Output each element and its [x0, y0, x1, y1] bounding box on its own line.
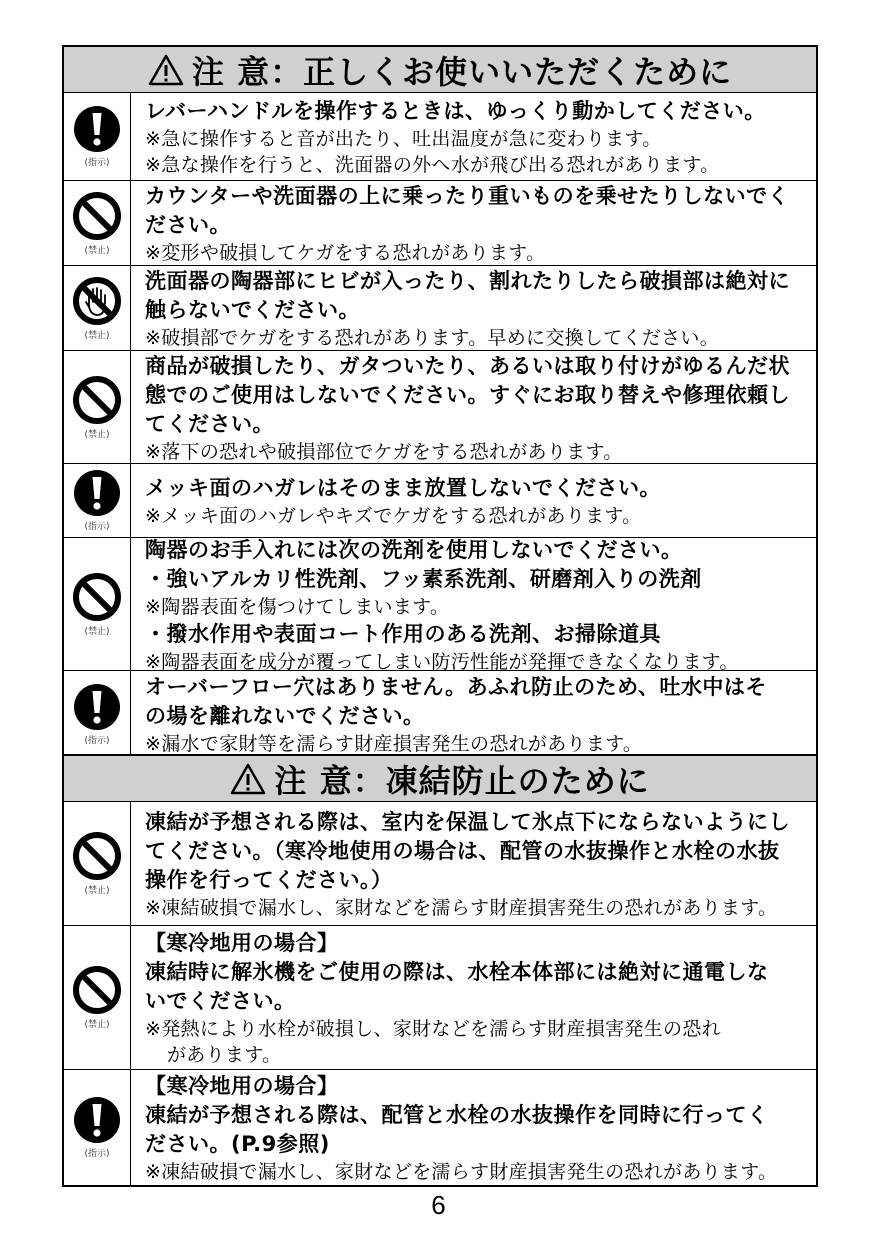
- text-cell: [131, 93, 816, 180]
- icon-caption: (指示): [84, 522, 110, 532]
- instruction-line: 洗面器の陶器部にヒビが入ったり、割れたりしたら破損部は絶対に: [145, 269, 790, 293]
- caution-row: [64, 538, 816, 671]
- caution-row: [64, 802, 816, 926]
- icon-caption: (禁止): [84, 330, 110, 341]
- note-line: ※発熱により水栓が破損し、家財などを濡らす財産損害発生の恐れ: [145, 1018, 721, 1040]
- instruction-line: 凍結時に解氷機をご使用の際は、水栓本体部には絶対に通電しな: [145, 960, 769, 984]
- prohibition-icon: [72, 191, 122, 241]
- section-header: [64, 47, 816, 93]
- safety-caution-table: [62, 45, 818, 759]
- prohibition-icon: [72, 965, 122, 1015]
- note-line: ※凍結破損で漏水し、家財などを濡らす財産損害発生の恐れがあります。: [145, 1161, 778, 1183]
- instruction-line: ださい。(P.9参照): [145, 1132, 330, 1156]
- instruction-line: 【寒冷地用の場合】: [145, 931, 339, 955]
- section2-rows: [64, 802, 816, 1185]
- instruction-line: の場を離れないでください。: [145, 704, 425, 728]
- section-header: [64, 756, 816, 802]
- instruction-line: レバーハンドルを操作するときは、ゆっくり動かしてください。: [145, 99, 766, 123]
- instruction-line: てください。: [145, 411, 274, 436]
- mandatory-icon: [73, 683, 121, 731]
- section-title: 注 意：凍結防止のために: [274, 761, 650, 800]
- text-cell: [131, 671, 816, 757]
- text-cell: [131, 926, 816, 1069]
- text-cell: [131, 266, 816, 350]
- instruction-line: 凍結が予想される際は、配管と水栓の水抜操作を同時に行ってく: [145, 1103, 769, 1127]
- section-title: 注 意：正しくお使いいただくために: [191, 52, 733, 91]
- prohibition-icon: [72, 572, 122, 622]
- mandatory-icon: [73, 1096, 121, 1144]
- instruction-line: てください。（寒冷地使用の場合は、配管の水抜操作と水栓の水抜: [145, 839, 780, 863]
- caution-row: [64, 266, 816, 351]
- caution-row: [64, 464, 816, 538]
- note-line: ※メッキ面のハガレやキズでケガをする恐れがあります。: [145, 505, 642, 527]
- note-line: ※変形や破損してケガをする恐れがあります。: [145, 242, 546, 264]
- note-line: ※漏水で家財等を濡らす財産損害発生の恐れがあります。: [145, 733, 643, 755]
- text-cell: [131, 802, 816, 925]
- icon-caption: (禁止): [84, 1020, 110, 1030]
- note-line: ※急に操作すると音が出たり、吐出温度が急に変わります。: [145, 128, 662, 150]
- mandatory-icon: [73, 469, 121, 517]
- icon-caption: (禁止): [84, 886, 110, 896]
- text-cell: [131, 351, 816, 463]
- caution-row: [64, 671, 816, 757]
- no-touch-icon: [72, 276, 122, 326]
- caution-row: [64, 181, 816, 266]
- icon-cell: [64, 538, 131, 670]
- instruction-line: メッキ面のハガレはそのまま放置しないでください。: [145, 476, 661, 500]
- icon-cell: [64, 671, 131, 757]
- icon-cell: [64, 802, 131, 925]
- text-cell: [131, 464, 816, 537]
- note-line: ※凍結破損で漏水し、家財などを濡らす財産損害発生の恐れがあります。: [145, 897, 778, 919]
- instruction-line: 【寒冷地用の場合】: [145, 1074, 339, 1098]
- icon-cell: [64, 93, 131, 180]
- instruction-line: 態でのご使用はしないでください。すぐにお取り替えや修理依頼し: [145, 382, 790, 407]
- instruction-line: カウンターや洗面器の上に乗ったり重いものを乗せたりしないでく: [145, 184, 790, 208]
- icon-cell: [64, 464, 131, 537]
- note-line: ※落下の恐れや破損部位でケガをする恐れがあります。: [145, 440, 623, 463]
- instruction-line: 商品が破損したり、ガタついたり、あるいは取り付けがゆるんだ状: [145, 353, 790, 378]
- instruction-line: 陶器のお手入れには次の洗剤を使用しないでください。: [145, 537, 683, 562]
- prohibition-icon: [72, 831, 122, 881]
- icon-caption: (指示): [84, 735, 110, 746]
- icon-caption: (指示): [84, 1149, 110, 1159]
- instruction-line: 触らないでください。: [145, 298, 360, 322]
- mandatory-icon: [73, 105, 121, 153]
- caution-row: [64, 351, 816, 464]
- instruction-line: ・強いアルカリ性洗剤、フッ素系洗剤、研磨剤入りの洗剤: [145, 566, 702, 591]
- icon-caption: (禁止): [84, 429, 110, 440]
- note-line: ※破損部でケガをする恐れがあります。早めに交換してください。: [145, 327, 720, 349]
- instruction-line: 凍結が予想される際は、室内を保温して氷点下にならないようにし: [145, 810, 790, 834]
- note-line: があります。: [167, 1044, 282, 1066]
- caution-row: [64, 926, 816, 1070]
- freeze-caution-table: [62, 754, 818, 1187]
- icon-cell: [64, 351, 131, 463]
- icon-cell: [64, 181, 131, 265]
- instruction-line: 操作を行ってください。）: [145, 868, 393, 892]
- text-cell: [131, 1070, 816, 1185]
- icon-cell: [64, 1070, 131, 1185]
- page-number: 6: [431, 1190, 446, 1220]
- instruction-line: ださい。: [145, 213, 231, 237]
- prohibition-icon: [72, 375, 122, 425]
- icon-cell: [64, 926, 131, 1069]
- icon-cell: [64, 266, 131, 350]
- warning-triangle-icon: [230, 763, 266, 795]
- text-cell: [131, 181, 816, 265]
- note-line: ※陶器表面を成分が覆ってしまい防汚性能が発揮できなくなります。: [145, 650, 739, 673]
- caution-row: [64, 1070, 816, 1185]
- section1-rows: [64, 93, 816, 757]
- icon-caption: (禁止): [84, 626, 110, 637]
- warning-triangle-icon: [148, 54, 184, 86]
- note-line: ※急な操作を行うと、洗面器の外へ水が飛び出る恐れがあります。: [145, 154, 720, 176]
- icon-caption: (指示): [84, 158, 110, 168]
- instruction-line: ・撥水作用や表面コート作用のある洗剤、お掃除道具: [145, 621, 661, 646]
- note-line: ※陶器表面を傷つけてしまいます。: [145, 595, 450, 618]
- text-cell: [131, 537, 816, 673]
- caution-row: [64, 93, 816, 181]
- instruction-line: いでください。: [145, 989, 296, 1013]
- icon-caption: (禁止): [84, 245, 110, 256]
- instruction-line: オーバーフロー穴はありません。あふれ防止のため、吐水中はそ: [145, 675, 767, 699]
